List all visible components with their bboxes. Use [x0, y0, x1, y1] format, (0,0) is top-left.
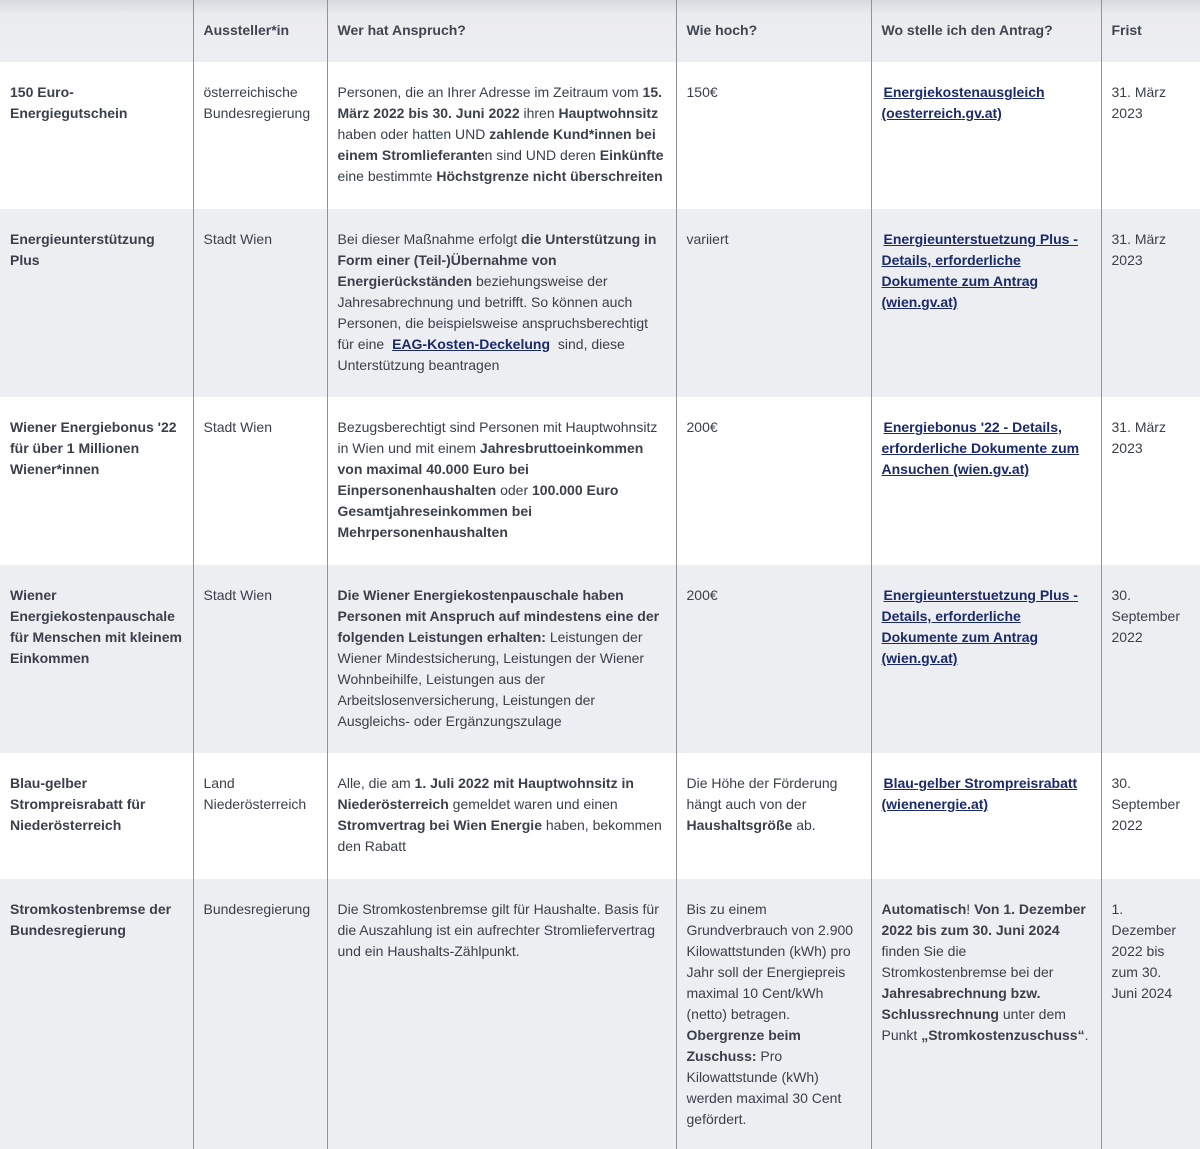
- emphasis: Hauptwohnsitz: [558, 105, 659, 121]
- table-body: [0, 62, 1200, 1149]
- text: .: [1084, 1027, 1089, 1043]
- eligibility-cell: [327, 62, 676, 209]
- header-application: Wo stelle ich den Antrag?: [871, 0, 1101, 62]
- emphasis: 1. Juli 2022 mit Hauptwohnsitz in Niederösterreich: [337, 775, 634, 812]
- eligibility-cell: [327, 565, 676, 753]
- application-cell: [871, 62, 1101, 209]
- emphasis: Haushaltsgröße: [686, 817, 793, 833]
- application-cell: [871, 397, 1101, 565]
- emphasis: zahlende Kund*innen bei einem Stromlieferante: [337, 126, 656, 163]
- amount-cell: 150€: [676, 62, 871, 209]
- application-link[interactable]: Energieunterstuetzung Plus - Details, erforderliche Dokumente zum Antrag (wien.gv.at): [881, 231, 1078, 310]
- deadline-cell: 31. März 2023: [1101, 62, 1200, 209]
- table-row: [0, 397, 1200, 565]
- emphasis: Jahresabrechnung bzw. Schlussrechnung: [881, 985, 1041, 1022]
- emphasis: die Unterstützung in Form einer (Teil-)Übernahme von Energierückständen: [337, 231, 657, 289]
- text: Alle, die am: [337, 775, 415, 791]
- deadline-cell: 30. September 2022: [1101, 565, 1200, 753]
- emphasis: „Stromkostenzuschuss“: [921, 1027, 1085, 1043]
- emphasis: Von 1. Dezember 2022 bis zum 30. Juni 2024: [881, 901, 1086, 938]
- text: n sind UND deren: [484, 147, 600, 163]
- table-row: [0, 565, 1200, 753]
- program-name: Wiener Energiekostenpauschale für Menschen mit kleinem Einkommen: [0, 565, 193, 753]
- amount-cell: 200€: [676, 397, 871, 565]
- deadline-cell: 30. September 2022: [1101, 753, 1200, 879]
- text: ab.: [792, 817, 816, 833]
- text: Bis zu einem Grundverbrauch von 2.900 Kilowattstunden (kWh) pro Jahr soll der Energiepreis maximal 10 Cent/kWh (netto) betragen.: [686, 901, 854, 1022]
- table-header: [0, 0, 1200, 62]
- amount-cell: [676, 753, 871, 879]
- eag-link[interactable]: EAG-Kosten-Deckelung: [392, 336, 551, 352]
- emphasis: Obergrenze beim Zuschuss:: [686, 1027, 801, 1064]
- text: Pro Kilowattstunde (kWh) werden maximal 30 Cent gefördert.: [686, 1048, 842, 1127]
- emphasis: Die Wiener Energiekostenpauschale haben Personen mit Anspruch auf mindestens eine der folgenden Leistungen erhalten:: [337, 587, 660, 645]
- amount-cell: [676, 879, 871, 1149]
- text: Personen, die an Ihrer Adresse im Zeitraum vom: [337, 84, 643, 100]
- application-link[interactable]: Energieunterstuetzung Plus - Details, erforderliche Dokumente zum Antrag (wien.gv.at): [881, 587, 1078, 666]
- text: Die Stromkostenbremse gilt für Haushalte. Basis für die Auszahlung ist ein aufrechter Stromliefervertrag und ein Haushalts-Zählpunkt.: [337, 901, 659, 959]
- table-row: [0, 753, 1200, 879]
- eligibility-cell: [327, 397, 676, 565]
- text: Bei dieser Maßnahme erfolgt: [337, 231, 522, 247]
- text: Die Höhe der Förderung hängt auch von der: [686, 775, 838, 812]
- program-name: Blau-gelber Strompreisrabatt für Niederösterreich: [0, 753, 193, 879]
- program-name: Stromkostenbremse der Bundesregierung: [0, 879, 193, 1149]
- application-link[interactable]: Energiebonus '22 - Details, erforderliche Dokumente zum Ansuchen (wien.gv.at): [881, 419, 1080, 477]
- text: haben, bekommen den Rabatt: [337, 817, 662, 854]
- issuer-cell: Stadt Wien: [193, 209, 327, 397]
- program-name: Wiener Energiebonus '22 für über 1 Millionen Wiener*innen: [0, 397, 193, 565]
- text: sind, diese Unterstützung beantragen: [337, 336, 625, 373]
- header-deadline: Frist: [1101, 0, 1200, 62]
- program-name: Energieunterstützung Plus: [0, 209, 193, 397]
- issuer-cell: Stadt Wien: [193, 397, 327, 565]
- eligibility-cell: [327, 209, 676, 397]
- table-row: [0, 62, 1200, 209]
- application-link[interactable]: Blau-gelber Strompreisrabatt (wienenergie.at): [881, 775, 1078, 812]
- text: eine bestimmte: [337, 168, 437, 184]
- header-eligibility: Wer hat Anspruch?: [327, 0, 676, 62]
- amount-cell: 200€: [676, 565, 871, 753]
- header-row: [0, 0, 1200, 62]
- emphasis: Stromvertrag bei Wien Energie: [337, 817, 542, 833]
- application-link[interactable]: Energiekostenausgleich (oesterreich.gv.at): [881, 84, 1045, 121]
- deadline-cell: 31. März 2023: [1101, 397, 1200, 565]
- text: gemeldet waren und einen: [448, 796, 618, 812]
- application-cell: [871, 565, 1101, 753]
- table-row: [0, 209, 1200, 397]
- issuer-cell: österreichische Bundesregierung: [193, 62, 327, 209]
- application-cell: [871, 879, 1101, 1149]
- emphasis: 100.000 Euro Gesamtjahreseinkommen bei Mehrpersonenhaushalten: [337, 482, 619, 540]
- emphasis: Jahresbruttoeinkommen von maximal 40.000 Euro bei Einpersonenhaushalten: [337, 440, 644, 498]
- text: ihren: [519, 105, 559, 121]
- program-name: 150 Euro-Energiegutschein: [0, 62, 193, 209]
- issuer-cell: Bundesregierung: [193, 879, 327, 1149]
- header-amount: Wie hoch?: [676, 0, 871, 62]
- application-cell: [871, 209, 1101, 397]
- deadline-cell: 1. Dezember 2022 bis zum 30. Juni 2024: [1101, 879, 1200, 1149]
- table-row: [0, 879, 1200, 1149]
- header-program: [0, 0, 193, 62]
- issuer-cell: Stadt Wien: [193, 565, 327, 753]
- emphasis: Einkünfte: [599, 147, 664, 163]
- text: oder: [496, 482, 533, 498]
- text: Bezugsberechtigt sind Personen mit Hauptwohnsitz in Wien und mit einem: [337, 419, 658, 456]
- amount-cell: variiert: [676, 209, 871, 397]
- text: unter dem Punkt: [881, 1006, 1066, 1043]
- issuer-cell: Land Niederösterreich: [193, 753, 327, 879]
- emphasis: 15. März 2022 bis 30. Juni 2022: [337, 84, 662, 121]
- text: haben oder hatten UND: [337, 126, 490, 142]
- emphasis: Automatisch: [881, 901, 967, 917]
- text: !: [966, 901, 975, 917]
- eligibility-cell: [327, 879, 676, 1149]
- text: beziehungsweise der Jahresabrechnung und betrifft. So können auch Personen, die beispielsweise anspruchsberechtigt für eine: [337, 273, 649, 352]
- application-cell: [871, 753, 1101, 879]
- emphasis: Höchstgrenze nicht überschreiten: [436, 168, 663, 184]
- deadline-cell: 31. März 2023: [1101, 209, 1200, 397]
- text: Leistungen der Wiener Mindestsicherung, Leistungen der Wiener Wohnbeihilfe, Leistungen aus der Arbeitslosenversicherung, Leistungen der Ausgleichs- oder Ergänzungszulage: [337, 629, 645, 729]
- header-issuer: Aussteller*in: [193, 0, 327, 62]
- text: finden Sie die Stromkostenbremse bei der: [881, 943, 1054, 980]
- eligibility-cell: [327, 753, 676, 879]
